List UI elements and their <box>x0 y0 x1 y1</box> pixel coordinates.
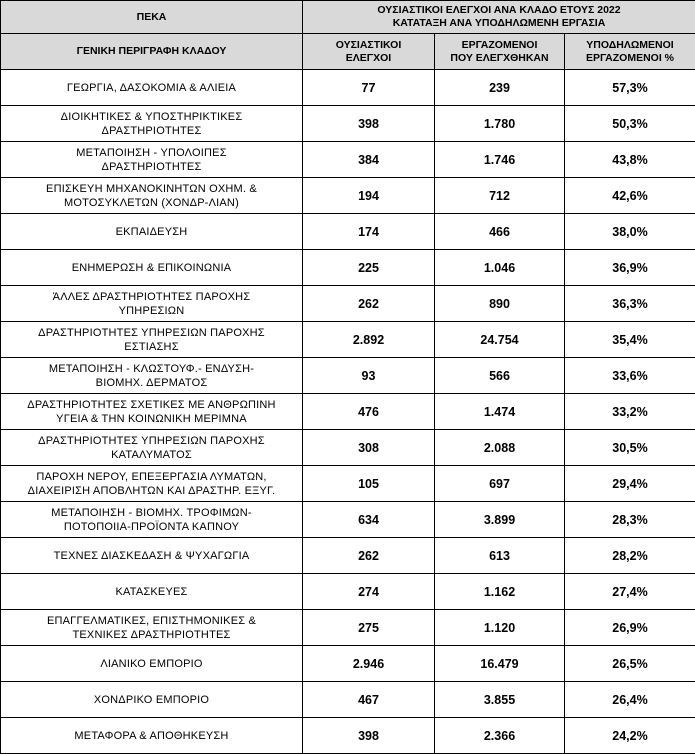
sector-description-cell <box>1 538 303 574</box>
workers-count-cell: 1.780 <box>435 106 565 142</box>
undeclared-percent-cell: 35,4% <box>565 322 695 358</box>
workers-count-cell: 613 <box>435 538 565 574</box>
col-header-percent-line1: ΥΠΟΔΗΛΩΜΕΝΟΙ <box>586 39 673 51</box>
undeclared-percent-cell: 24,2% <box>565 718 695 754</box>
table-row <box>1 466 695 502</box>
undeclared-percent-cell: 33,2% <box>565 394 695 430</box>
sector-description-line1: ΕΚΠΑΙΔΕΥΣΗ <box>116 226 188 238</box>
checks-count-cell: 225 <box>303 250 435 286</box>
workers-count-cell: 1.746 <box>435 142 565 178</box>
table-title <box>303 1 695 34</box>
undeclared-percent-cell: 57,3% <box>565 70 695 106</box>
undeclared-percent-cell: 28,2% <box>565 538 695 574</box>
sector-description-cell <box>1 574 303 610</box>
table-row <box>1 718 695 754</box>
undeclared-percent-cell: 27,4% <box>565 574 695 610</box>
checks-count-cell: 308 <box>303 430 435 466</box>
col-header-workers-line1: ΕΡΓΑΖΟΜΕΝΟΙ <box>462 39 538 51</box>
sector-description-line1: ΔΙΟΙΚΗΤΙΚΕΣ & ΥΠΟΣΤΗΡΙΚΤΙΚΕΣ <box>61 111 243 123</box>
table-row <box>1 538 695 574</box>
sector-description-line1: ΓΕΩΡΓΙΑ, ΔΑΣΟΚΟΜΙΑ & ΑΛΙΕΙΑ <box>67 82 236 94</box>
workers-count-cell: 1.474 <box>435 394 565 430</box>
table-body <box>1 70 695 754</box>
sector-description-cell <box>1 178 303 214</box>
sector-description-line2: ΔΙΑΧΕΙΡΙΣΗ ΑΠΟΒΛΗΤΩΝ ΚΑΙ ΔΡΑΣΤΗΡ. ΕΞΥΓ. <box>28 485 276 497</box>
workers-count-cell: 697 <box>435 466 565 502</box>
sector-description-cell <box>1 250 303 286</box>
workers-count-cell: 566 <box>435 358 565 394</box>
checks-count-cell: 467 <box>303 682 435 718</box>
undeclared-percent-cell: 33,6% <box>565 358 695 394</box>
undeclared-percent-cell: 50,3% <box>565 106 695 142</box>
table-row <box>1 394 695 430</box>
sector-description-line1: ΔΡΑΣΤΗΡΙΟΤΗΤΕΣ ΣΧΕΤΙΚΕΣ ΜΕ ΑΝΘΡΩΠΙΝΗ <box>27 399 275 411</box>
sector-description-line2: ΒΙΟΜΗΧ. ΔΕΡΜΑΤΟΣ <box>96 377 208 389</box>
table-row <box>1 178 695 214</box>
checks-count-cell: 105 <box>303 466 435 502</box>
sector-description-line2: ΜΟΤΟΣΥΚΛΕΤΩΝ (ΧΟΝΔΡ-ΛΙΑΝ) <box>64 197 239 209</box>
sector-description-line2: ΤΕΧΝΙΚΕΣ ΔΡΑΣΤΗΡΙΟΤΗΤΕΣ <box>72 629 230 641</box>
sector-description-line1: ΠΑΡΟΧΗ ΝΕΡΟΥ, ΕΠΕΞΕΡΓΑΣΙΑ ΛΥΜΑΤΩΝ, <box>36 471 266 483</box>
sector-description-line1: ΔΡΑΣΤΗΡΙΟΤΗΤΕΣ ΥΠΗΡΕΣΙΩΝ ΠΑΡΟΧΗΣ <box>38 327 265 339</box>
table-row <box>1 142 695 178</box>
sector-description-line1: ΜΕΤΑΦΟΡΑ & ΑΠΟΘΗΚΕΥΣΗ <box>74 730 228 742</box>
sector-description-cell <box>1 286 303 322</box>
sector-description-cell <box>1 142 303 178</box>
workers-count-cell: 16.479 <box>435 646 565 682</box>
agency-label-text: ΠΕΚΑ <box>137 11 167 23</box>
col-header-checks <box>303 34 435 70</box>
table-row <box>1 250 695 286</box>
col-header-sector-text: ΓΕΝΙΚΗ ΠΕΡΙΓΡΑΦΗ ΚΛΑΔΟΥ <box>77 45 227 57</box>
undeclared-percent-cell: 26,4% <box>565 682 695 718</box>
column-header-row <box>1 34 695 70</box>
workers-count-cell: 239 <box>435 70 565 106</box>
workers-count-cell: 3.899 <box>435 502 565 538</box>
sector-description-line1: ΔΡΑΣΤΗΡΙΟΤΗΤΕΣ ΥΠΗΡΕΣΙΩΝ ΠΑΡΟΧΗΣ <box>38 435 265 447</box>
col-header-checks-line2: ΕΛΕΓΧΟΙ <box>346 52 391 64</box>
table-row <box>1 610 695 646</box>
table-row <box>1 646 695 682</box>
sector-description-cell <box>1 610 303 646</box>
sector-description-line1: ΛΙΑΝΙΚΟ ΕΜΠΟΡΙΟ <box>100 658 202 670</box>
undeclared-percent-cell: 42,6% <box>565 178 695 214</box>
checks-count-cell: 93 <box>303 358 435 394</box>
sector-description-line1: ΜΕΤΑΠΟΙΗΣΗ - ΒΙΟΜΗΧ. ΤΡΟΦΙΜΩΝ- <box>51 507 252 519</box>
col-header-percent-line2: ΕΡΓΑΖΟΜΕΝΟΙ % <box>586 52 674 64</box>
sector-description-cell <box>1 682 303 718</box>
checks-count-cell: 384 <box>303 142 435 178</box>
checks-count-cell: 398 <box>303 106 435 142</box>
agency-label <box>1 1 303 34</box>
sector-description-line1: ΕΠΑΓΓΕΛΜΑΤΙΚΕΣ, ΕΠΙΣΤΗΜΟΝΙΚΕΣ & <box>47 615 256 627</box>
checks-count-cell: 274 <box>303 574 435 610</box>
undeclared-percent-cell: 36,3% <box>565 286 695 322</box>
undeclared-percent-cell: 36,9% <box>565 250 695 286</box>
workers-count-cell: 890 <box>435 286 565 322</box>
sector-description-line1: ΤΕΧΝΕΣ ΔΙΑΣΚΕΔΑΣΗ & ΨΥΧΑΓΩΓΙΑ <box>54 550 250 562</box>
checks-count-cell: 174 <box>303 214 435 250</box>
sector-description-cell <box>1 430 303 466</box>
sector-description-cell <box>1 358 303 394</box>
sector-description-line1: ΕΠΙΣΚΕΥΗ ΜΗΧΑΝΟΚΙΝΗΤΩΝ ΟΧΗΜ. & <box>46 183 257 195</box>
sector-description-cell <box>1 70 303 106</box>
sector-description-cell <box>1 718 303 754</box>
sector-description-line2: ΕΣΤΙΑΣΗΣ <box>124 341 178 353</box>
workers-count-cell: 2.366 <box>435 718 565 754</box>
title-row <box>1 1 695 34</box>
sector-description-cell <box>1 106 303 142</box>
sector-description-cell <box>1 214 303 250</box>
sector-description-cell <box>1 322 303 358</box>
sector-description-cell <box>1 394 303 430</box>
undeclared-percent-cell: 26,9% <box>565 610 695 646</box>
col-header-checks-line1: ΟΥΣΙΑΣΤΙΚΟΙ <box>336 39 402 51</box>
sector-description-line1: ΕΝΗΜΕΡΩΣΗ & ΕΠΙΚΟΙΝΩΝΙΑ <box>72 262 232 274</box>
workers-count-cell: 3.855 <box>435 682 565 718</box>
checks-count-cell: 77 <box>303 70 435 106</box>
sector-description-line2: ΠΟΤΟΠΟΙΙΑ-ΠΡΟΪΟΝΤΑ ΚΑΠΝΟΥ <box>64 521 239 533</box>
undeclared-percent-cell: 38,0% <box>565 214 695 250</box>
sector-description-line1: ΜΕΤΑΠΟΙΗΣΗ - ΚΛΩΣΤΟΥΦ.- ΕΝΔΥΣΗ- <box>49 363 254 375</box>
table-row <box>1 70 695 106</box>
table-row <box>1 286 695 322</box>
undeclared-percent-cell: 30,5% <box>565 430 695 466</box>
sector-description-line1: ΚΑΤΑΣΚΕΥΕΣ <box>115 586 187 598</box>
col-header-workers <box>435 34 565 70</box>
checks-count-cell: 634 <box>303 502 435 538</box>
workers-count-cell: 466 <box>435 214 565 250</box>
sector-description-line1: ΜΕΤΑΠΟΙΗΣΗ - ΥΠΟΛΟΙΠΕΣ <box>76 147 226 159</box>
workers-count-cell: 1.162 <box>435 574 565 610</box>
checks-count-cell: 398 <box>303 718 435 754</box>
table-row <box>1 574 695 610</box>
workers-count-cell: 1.046 <box>435 250 565 286</box>
sector-description-line2: ΔΡΑΣΤΗΡΙΟΤΗΤΕΣ <box>102 125 202 137</box>
table-row <box>1 502 695 538</box>
checks-count-cell: 2.892 <box>303 322 435 358</box>
table-row <box>1 106 695 142</box>
undeclared-percent-cell: 28,3% <box>565 502 695 538</box>
checks-count-cell: 275 <box>303 610 435 646</box>
table-row <box>1 430 695 466</box>
col-header-workers-line2: ΠΟΥ ΕΛΕΓΧΘΗΚΑΝ <box>450 52 548 64</box>
undeclared-percent-cell: 26,5% <box>565 646 695 682</box>
checks-count-cell: 476 <box>303 394 435 430</box>
table-row <box>1 214 695 250</box>
checks-count-cell: 194 <box>303 178 435 214</box>
sector-description-cell <box>1 646 303 682</box>
table-row <box>1 682 695 718</box>
table-row <box>1 322 695 358</box>
checks-count-cell: 2.946 <box>303 646 435 682</box>
table-row <box>1 358 695 394</box>
undeclared-percent-cell: 43,8% <box>565 142 695 178</box>
workers-count-cell: 24.754 <box>435 322 565 358</box>
sector-description-line2: ΚΑΤΑΛΥΜΑΤΟΣ <box>111 449 192 461</box>
checks-count-cell: 262 <box>303 286 435 322</box>
workers-count-cell: 712 <box>435 178 565 214</box>
workers-count-cell: 2.088 <box>435 430 565 466</box>
col-header-percent <box>565 34 695 70</box>
undeclared-percent-cell: 29,4% <box>565 466 695 502</box>
sector-description-line2: ΥΓΕΙΑ & ΤΗΝ ΚΟΙΝΩΝΙΚΗ ΜΕΡΙΜΝΑ <box>56 413 247 425</box>
sector-description-cell <box>1 466 303 502</box>
col-header-sector <box>1 34 303 70</box>
table-title-line2: ΚΑΤΑΤΑΞΗ ΑΝΑ ΥΠΟΔΗΛΩΜΕΝΗ ΕΡΓΑΣΙΑ <box>393 17 606 29</box>
sector-description-line2: ΥΠΗΡΕΣΙΩΝ <box>119 305 185 317</box>
workers-count-cell: 1.120 <box>435 610 565 646</box>
checks-count-cell: 262 <box>303 538 435 574</box>
sector-description-cell <box>1 502 303 538</box>
sector-description-line2: ΔΡΑΣΤΗΡΙΟΤΗΤΕΣ <box>102 161 202 173</box>
table-title-line1: ΟΥΣΙΑΣΤΙΚΟΙ ΕΛΕΓΧΟΙ ΑΝΑ ΚΛΑΔΟ ΕΤΟΥΣ 2022 <box>377 4 620 16</box>
sector-description-line1: ΆΛΛΕΣ ΔΡΑΣΤΗΡΙΟΤΗΤΕΣ ΠΑΡΟΧΗΣ <box>53 291 251 303</box>
sector-description-line1: ΧΟΝΔΡΙΚΟ ΕΜΠΟΡΙΟ <box>94 694 209 706</box>
